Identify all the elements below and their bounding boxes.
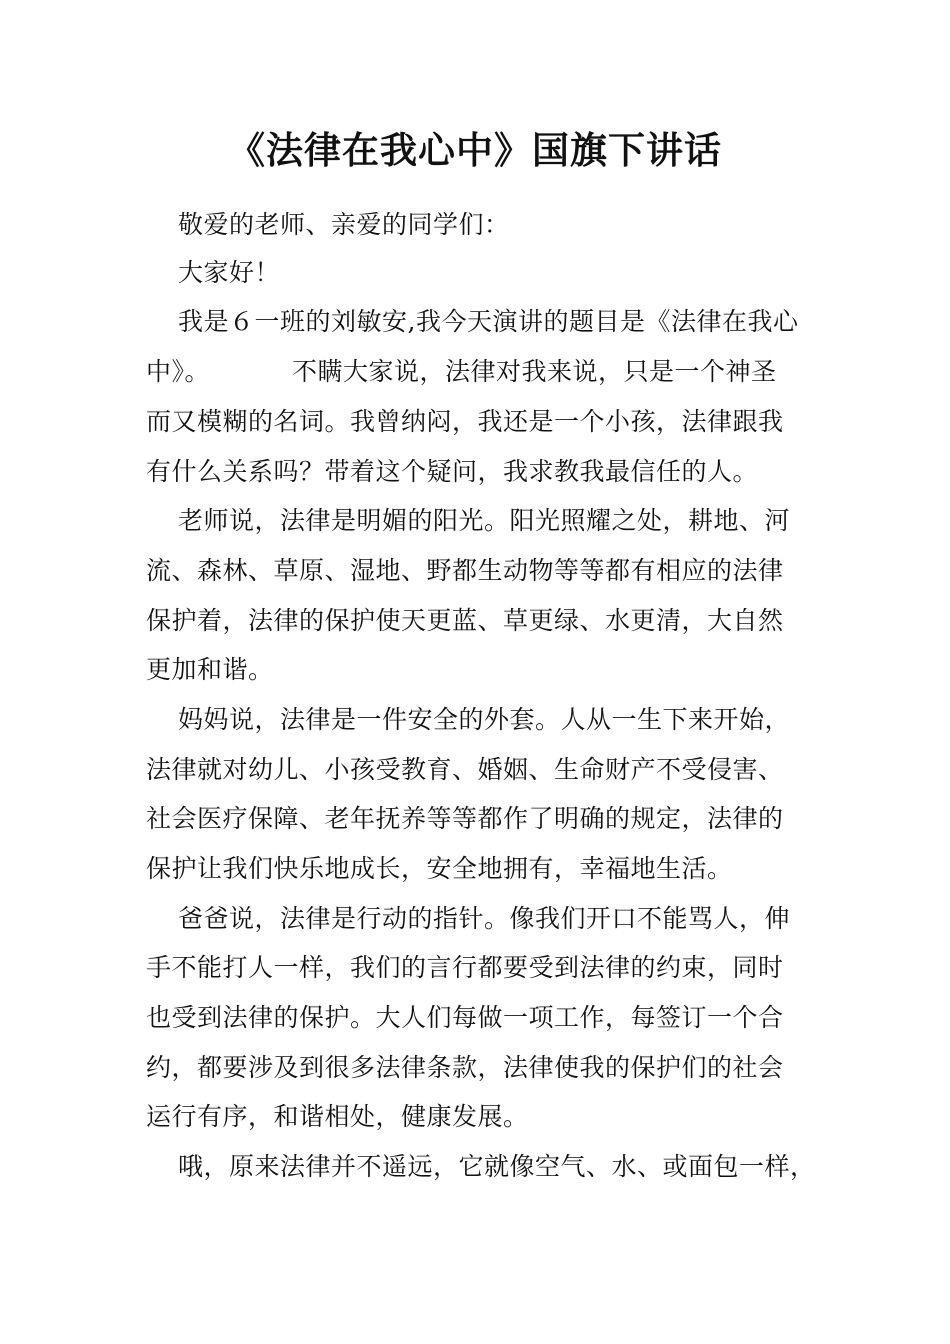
paragraph-line: 保护让我们快乐地成长，安全地拥有，幸福地生活。 — [146, 854, 733, 883]
paragraph-line: 保护着，法律的保护使天更蓝、草更绿、水更清，大自然 — [146, 606, 784, 635]
document-title: 《法律在我心中》国旗下讲话 — [228, 128, 722, 172]
paragraph-line: 运行有序，和谐相处，健康发展。 — [146, 1102, 529, 1131]
paragraph-line: 也受到法律的保护。大人们每做一项工作，每签订一个合 — [146, 1003, 784, 1032]
paragraph-line: 哦，原来法律并不遥远，它就像空气、水、或面包一样， — [178, 1152, 816, 1181]
salutation-line: 敬爱的老师、亲爱的同学们： — [178, 210, 510, 239]
paragraph-line: 有什么关系吗？带着这个疑问，我求教我最信任的人。 — [146, 457, 759, 486]
paragraph-line-part: 中》。 — [146, 357, 211, 386]
paragraph-line: 而又模糊的名词。我曾纳闷，我还是一个小孩，法律跟我 — [146, 407, 784, 436]
paragraph-line: 法律就对幼儿、小孩受教育、婚姻、生命财产不受侵害、 — [146, 755, 784, 784]
paragraph-line: 爸爸说，法律是行动的指针。像我们开口不能骂人，伸 — [178, 904, 791, 933]
paragraph-line-part: 不瞒大家说，法律对我来说，只是一个神圣 — [292, 357, 777, 386]
paragraph-line: 老师说，法律是明媚的阳光。阳光照耀之处，耕地、河 — [178, 506, 791, 535]
paragraph-line: 我是６一班的刘敏安,我今天演讲的题目是《法律在我心 — [178, 307, 799, 336]
greeting-line: 大家好！ — [178, 258, 281, 287]
paragraph-line: 妈妈说，法律是一件安全的外套。人从一生下来开始， — [178, 705, 791, 734]
paragraph-line: 更加和谐。 — [146, 655, 274, 684]
paragraph-line: 手不能打人一样，我们的言行都要受到法律的约束，同时 — [146, 953, 784, 982]
paragraph-line — [146, 355, 826, 389]
paragraph-line: 社会医疗保障、老年抚养等等都作了明确的规定，法律的 — [146, 804, 784, 833]
paragraph-line: 流、森林、草原、湿地、野都生动物等等都有相应的法律 — [146, 556, 784, 585]
paragraph-line: 约，都要涉及到很多法律条款，法律使我的保护们的社会 — [146, 1053, 784, 1082]
